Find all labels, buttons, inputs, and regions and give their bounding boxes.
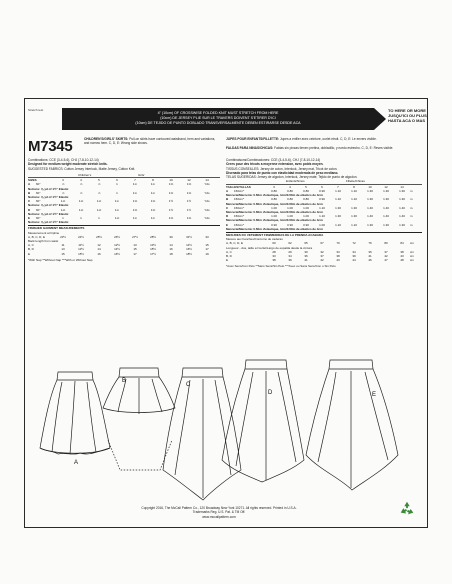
- yardage-cell: 1⅜: [186, 190, 192, 195]
- yardage-cell: Yds: [204, 199, 210, 204]
- yardage-cell: 1⅜: [186, 182, 192, 187]
- length-cell: 16: [97, 251, 101, 256]
- right-combinations: Combinaisons/Combinaciones: CCE (3-4-5-6), CHJ (7-8-10-12-14): [226, 158, 321, 162]
- right-length-cell: 39: [288, 258, 292, 263]
- right-nap-note: *Avec Sens/Con Pelo **Sans Sens/Sin Pelo ***Avec ou Sans Sens/Con o Sin Pelo: [226, 264, 336, 269]
- length-label: E: [28, 251, 31, 256]
- unit: m: [410, 205, 413, 210]
- size-cell: 10: [169, 178, 173, 183]
- right-view-letter: A: [226, 188, 229, 193]
- right-meter-cell: 0.80: [287, 188, 293, 193]
- right-fabrics-es: TELAS SUGERIDAS: Jersey de algodon, Interlock, Jersey mate, Tejido de punto de algodon.: [226, 175, 358, 180]
- length-cell: 17½: [150, 251, 156, 256]
- footer-trademark: Trademarks Reg. U.S. Pat. & TM Off.: [192, 510, 246, 515]
- right-title: JUPES POUR ENFANTS/FILLETTE:: [226, 137, 280, 141]
- right-meter-cell: 1.00: [319, 222, 325, 227]
- right-length-cell: 42: [384, 253, 388, 258]
- yardage-cell: ⅞: [61, 182, 65, 187]
- right-hip-cell: 60: [272, 241, 276, 246]
- right-hip-line: Mesure aux hanches/Contorno de caderas: [226, 237, 283, 242]
- right-sizes-label: TAILLES/TALLAS: [226, 184, 251, 189]
- right-meter-cell: 1.40: [399, 205, 405, 210]
- right-length-label: E: [226, 258, 229, 263]
- right-meter-cell: 0.90: [287, 222, 293, 227]
- right-meter-row: [226, 197, 422, 201]
- yardage-cell: Yds: [204, 190, 210, 195]
- yardage-cell: 1⅛: [78, 207, 84, 212]
- right-length-cell: 37: [320, 253, 324, 258]
- size-cell: 3: [62, 178, 64, 183]
- length-cell: 13½: [78, 247, 84, 252]
- yardage-cell: 1⅛: [60, 207, 66, 212]
- right-meter-cell: 1.30: [367, 222, 373, 227]
- hip-cell: 30: [169, 234, 173, 239]
- right-mercerie-line: Mercerie/Mercería: 0.60m d'elastique, 4cm/0.60m de elástico de 4cm: [226, 218, 323, 223]
- size-cell: 14: [205, 178, 209, 183]
- length-cell: 13½: [150, 243, 156, 248]
- view-letter: A: [28, 182, 31, 187]
- left-suggested: SUGGESTED FABRICS: Cotton Jersey Interlock, Matte Jersey, Cotton Knit.: [28, 166, 136, 171]
- yardage-cell: ⅞: [97, 182, 101, 187]
- yardage-cell: 1¼: [114, 199, 120, 204]
- length-cell: 17: [205, 247, 209, 252]
- view-label-d: D: [268, 390, 273, 396]
- right-meter-cell: 1.10: [335, 188, 341, 193]
- right-group-header: [226, 179, 422, 183]
- length-cell: 11½: [78, 243, 84, 248]
- right-length-row: [226, 258, 422, 262]
- right-length-cell: 34: [288, 253, 292, 258]
- yardage-cell: Yds: [204, 207, 210, 212]
- length-cell: 16½: [186, 247, 192, 252]
- right-fabrics-fr: TISSUS CONSEILLES: Jersey de coton, Interlock, Jersey mat, Tricot de coton.: [226, 166, 338, 171]
- length-cell: 14½: [114, 247, 120, 252]
- right-fabric-width: 150cm*: [234, 197, 245, 202]
- right-meter-cell: 1.00: [303, 214, 309, 219]
- right-length-cell: 33: [272, 253, 276, 258]
- yardage-cell: 1: [62, 215, 64, 220]
- left-column: [28, 158, 220, 262]
- view-label-a: A: [74, 460, 79, 466]
- right-meter-cell: 1.10: [351, 188, 357, 193]
- view-label-b: B: [122, 378, 127, 384]
- right-length-cell: 30: [304, 249, 308, 254]
- right-hip-cell: 65: [304, 241, 308, 246]
- yardage-cell: 1⅜: [168, 215, 174, 220]
- view-letter: E: [28, 215, 31, 220]
- right-meter-cell: 1.00: [287, 214, 293, 219]
- yardage-cell: 1⅜: [168, 190, 174, 195]
- yardage-cell: 1⅜: [132, 207, 138, 212]
- right-length-cell: 28: [272, 249, 276, 254]
- right-meter-cell: 1.40: [399, 214, 405, 219]
- right-meter-cell: 1.30: [335, 214, 341, 219]
- right-length-cell: 29: [288, 249, 292, 254]
- right-title2-desc: Faldas sin pinzas tienen pretina, dobladillo, y ruedo estrecho. C, D, E: Reves visible.: [274, 146, 394, 150]
- to-here-fr: JUSQU'ICI OU PLUS: [388, 113, 427, 119]
- right-length-cell: 41: [304, 258, 308, 263]
- yardage-cell: ⅞: [61, 190, 65, 195]
- right-meter-cell: 1.40: [367, 214, 373, 219]
- right-column: [226, 158, 422, 269]
- right-size-cell: 14: [400, 184, 404, 189]
- right-meter-cell: 1.10: [351, 222, 357, 227]
- yardage-cell: 1⅛: [78, 199, 84, 204]
- length-cell: 15: [205, 243, 209, 248]
- hip-cell: 26½: [114, 234, 120, 239]
- yardage-row: [28, 182, 220, 186]
- yardage-cell: 1¼: [132, 190, 138, 195]
- unit: m: [410, 222, 413, 227]
- fabric-width: 60": [36, 215, 41, 220]
- view-label-c: C: [186, 382, 191, 388]
- length-cell: 14: [97, 247, 101, 252]
- right-length-unit: cm: [410, 249, 414, 254]
- right-meter-cell: 0.90: [319, 188, 325, 193]
- to-here-label: [388, 108, 427, 124]
- fabric-width: 60": [36, 182, 41, 187]
- right-mercerie-line: Mercerie/Mercería: 0.60m d'elastique, 4cm/0.60m de elástico de 4cm: [226, 201, 323, 206]
- right-meter-cell: 1.10: [351, 197, 357, 202]
- length-label: A, C: [28, 243, 34, 248]
- hip-cell: 23½: [60, 234, 66, 239]
- right-meter-cell: 1.10: [335, 222, 341, 227]
- yardage-cell: ⅞: [79, 182, 83, 187]
- size-cell: 7: [134, 178, 136, 183]
- right-size-cell: 3: [273, 184, 275, 189]
- left-nap-note: *With Nap **Without Nap ***With or Without Nap: [28, 257, 93, 262]
- right-meter-cell: 1.30: [383, 188, 389, 193]
- length-cell: 14: [169, 243, 173, 248]
- yardage-cell: 1⅜: [150, 199, 156, 204]
- right-meter-cell: 1.00: [271, 205, 277, 210]
- right-length-cell: 44: [352, 258, 356, 263]
- fabric-width: 60": [36, 190, 41, 195]
- yardage-cell: 1¼: [150, 190, 156, 195]
- yardage-cell: 1⅛: [60, 199, 66, 204]
- right-size-cell: 4: [289, 184, 291, 189]
- right-fabric-width: 150cm*: [234, 188, 245, 193]
- to-here-en: TO HERE OR MORE: [388, 108, 426, 113]
- right-title-block-2: [226, 146, 422, 155]
- pattern-number: M7345: [28, 138, 73, 155]
- right-fabric-width: 150cm*: [234, 222, 245, 227]
- length-cell: 14½: [186, 243, 192, 248]
- right-length-table: [226, 250, 422, 263]
- right-length-cell: 37: [384, 249, 388, 254]
- yardage-cell: 1¼: [114, 207, 120, 212]
- right-size-cell: 7: [337, 184, 339, 189]
- length-cell: 15½: [150, 247, 156, 252]
- yardage-cell: 1⅛: [96, 199, 102, 204]
- length-cell: 18½: [186, 251, 192, 256]
- length-cell: 13: [133, 243, 137, 248]
- yardage-cell: 1¼: [132, 182, 138, 187]
- yardage-cell: 1⅜: [132, 199, 138, 204]
- right-meter-cell: 1.10: [335, 197, 341, 202]
- hip-cell: 33: [205, 234, 209, 239]
- left-measurement-hip: Measurement at hipline: [28, 230, 60, 235]
- yardage-cell: 1¼: [150, 215, 156, 220]
- right-length-cell: 38: [272, 258, 276, 263]
- left-combinations: Combinations: CCE (3-4-5-6), CHJ (7-8-10-12-14): [28, 158, 99, 162]
- right-length-unit: cm: [410, 258, 414, 263]
- right-view-letter: D: [226, 214, 229, 219]
- length-cell: 17: [133, 251, 137, 256]
- right-hip-cell: 76: [368, 241, 372, 246]
- right-meter-cell: 1.30: [399, 222, 405, 227]
- right-view-letter: C: [226, 205, 229, 210]
- view-label-e: E: [372, 392, 377, 398]
- right-length-line: Longueur - dos, taille a l'ourlet/Largo de espalda desde la cintura: [226, 245, 313, 250]
- notions-line: Notions: ⅝ yd of 1½" Elastic: [28, 211, 69, 216]
- right-fabric-width: 150cm*: [234, 214, 245, 219]
- right-length-cell: 48: [400, 258, 404, 263]
- right-meter-cell: 1.30: [399, 197, 405, 202]
- right-meter-cell: 0.80: [271, 188, 277, 193]
- yardage-cell: 1¼: [150, 182, 156, 187]
- right-length-cell: 43: [400, 253, 404, 258]
- right-hip-cell: 72: [352, 241, 356, 246]
- hip-cell: 25½: [96, 234, 102, 239]
- yardage-cell: 1⅛: [96, 207, 102, 212]
- right-meter-cell: 0.80: [303, 197, 309, 202]
- right-size-cell: 5: [305, 184, 307, 189]
- yardage-cell: 1½: [186, 199, 192, 204]
- right-hip-cell: 62: [288, 241, 292, 246]
- right-hip-unit: cm: [410, 241, 414, 246]
- right-length-cell: 36: [304, 253, 308, 258]
- right-hip-cell: 84: [400, 241, 404, 246]
- length-cell: 13: [61, 247, 65, 252]
- right-meter-cell: 1.30: [367, 197, 373, 202]
- length-row: [28, 252, 220, 256]
- right-hip-row: [226, 241, 422, 245]
- right-meter-cell: 1.00: [271, 214, 277, 219]
- right-meter-cell: 1.30: [383, 197, 389, 202]
- right-yardage-table: [226, 189, 422, 231]
- yardage-cell: 1⅜: [150, 207, 156, 212]
- yardage-cell: ⅞: [79, 190, 83, 195]
- yardage-cell: 1⅜: [168, 182, 174, 187]
- size-cell: 12: [187, 178, 191, 183]
- yardage-cell: 1: [80, 215, 82, 220]
- to-here-es: HASTA ACA O MAS: [388, 118, 426, 124]
- left-length-table: [28, 243, 220, 256]
- right-hip-cell: 80: [384, 241, 388, 246]
- right-length-cell: 32: [320, 249, 324, 254]
- size-cell: 4: [80, 178, 82, 183]
- yardage-cell: 1: [98, 215, 100, 220]
- right-meter-cell: 0.90: [271, 222, 277, 227]
- yardage-cell: 1½: [168, 199, 174, 204]
- right-view-letter: B: [226, 197, 229, 202]
- right-meter-cell: 1.10: [319, 205, 325, 210]
- length-cell: 12½: [114, 243, 120, 248]
- right-hip-cell: 70: [336, 241, 340, 246]
- right-meter-cell: 1.40: [383, 214, 389, 219]
- length-cell: 18: [169, 251, 173, 256]
- yardage-cell: ⅞: [97, 190, 101, 195]
- footer: [84, 506, 354, 519]
- arrow-right-icon: [374, 108, 386, 130]
- right-group-children: Enfants/Ninos: [286, 179, 305, 184]
- yardage-cell: 1⅛: [114, 215, 120, 220]
- group-children: Children's: [78, 172, 92, 177]
- hip-cell: 24½: [78, 234, 84, 239]
- right-designed-es: Disenado para telas de punto con elasticidad moderada de peso mediano.: [226, 170, 339, 175]
- notions-line: Notions: ⅝ yd of 1½" Elastic: [28, 220, 69, 225]
- right-size-cell: 10: [368, 184, 372, 189]
- length-cell: 15: [61, 251, 65, 256]
- right-meter-cell: 1.40: [367, 205, 373, 210]
- notions-line: Notions: ⅝ yd of 1½" Elastic: [28, 203, 69, 208]
- yardage-cell: 1⅜: [186, 215, 192, 220]
- left-finished-title: FINISHED GARMENT MEASUREMENTS: [28, 226, 85, 231]
- right-view-letter: E: [226, 222, 229, 227]
- right-size-cell: 8: [353, 184, 355, 189]
- length-cell: 16: [169, 247, 173, 252]
- sizes-label: SIZES: [28, 178, 37, 183]
- right-meter-cell: 1.30: [335, 205, 341, 210]
- left-designed: Designed for medium weight moderate stretch knits.: [28, 162, 108, 167]
- unit: m: [410, 214, 413, 219]
- right-meter-cell: 1.40: [383, 205, 389, 210]
- right-meter-cell: 1.30: [351, 214, 357, 219]
- footer-copyright: Copyright 2016, The McCall Pattern Co., 120 Broadway New York 10271. All rights reserved. Printed in U.S.A.: [141, 506, 297, 510]
- unit: m: [410, 188, 413, 193]
- right-fabric-width: 150cm*: [234, 205, 245, 210]
- right-meter-cell: 1.30: [399, 188, 405, 193]
- left-yardage-table: [28, 182, 220, 224]
- right-finished-title: MESURES DU VETEMENT FINI/MEDIDAS DE LA PRENDA ACABADA: [226, 232, 324, 237]
- yardage-cell: 1: [116, 190, 118, 195]
- right-length-cell: 38: [400, 249, 404, 254]
- left-title-block: [84, 137, 220, 146]
- size-cell: 8: [152, 178, 154, 183]
- banner-line-en: 4" (10cm) OF CROSSWISE FOLDED KNIT MUST STRETCH FROM HERE: [157, 111, 279, 115]
- right-size-cell: 12: [384, 184, 388, 189]
- stretch-gauge-banner: [62, 108, 374, 130]
- hip-cell: 31½: [186, 234, 192, 239]
- right-length-cell: 42: [320, 258, 324, 263]
- fabric-width: 60": [36, 207, 41, 212]
- left-group-header: [28, 173, 220, 177]
- hip-label: A, B, C, D, E: [28, 234, 46, 239]
- left-title-desc: Pull-on skirts have contoured waistband, hem and variations, and narrow hem. C, D, E: Wrong side shows.: [84, 137, 216, 146]
- right-length-cell: 38: [336, 253, 340, 258]
- yardage-cell: Yds: [204, 215, 210, 220]
- hip-cell: 27½: [132, 234, 138, 239]
- right-length-unit: cm: [410, 253, 414, 258]
- right-hip-cell: 67: [320, 241, 324, 246]
- yardage-cell: 1½: [186, 207, 192, 212]
- length-cell: 11: [61, 243, 65, 248]
- right-meter-cell: 1.00: [303, 205, 309, 210]
- right-length-cell: 41: [368, 253, 372, 258]
- length-label: B, D: [28, 247, 34, 252]
- group-girls: Girls': [138, 172, 145, 177]
- left-back-length: Back length from waist: [28, 238, 59, 243]
- stretch-note: Stretch test: [28, 108, 44, 112]
- size-cell: 6: [116, 178, 118, 183]
- yardage-cell: 1¼: [132, 215, 138, 220]
- notions-line: Notions: ⅝ yd of 1½" Elastic: [28, 186, 69, 191]
- right-meter-cell: 1.00: [287, 205, 293, 210]
- right-title-2: FALDAS PARA NINAS/CHICAS:: [226, 146, 274, 150]
- right-length-cell: 33: [336, 249, 340, 254]
- right-title-desc: Jupes a enfiler avec ceinture, ourlet etroit. C, D, E: Le envers visible.: [280, 137, 377, 141]
- yardage-cell: 1: [116, 182, 118, 187]
- length-cell: 15: [133, 247, 137, 252]
- right-length-label: A, C: [226, 249, 232, 254]
- length-cell: 19: [205, 251, 209, 256]
- right-mercerie-line: Mercerie/Mercería: 0.60m d'elastique, 4cm/0.60m de elástico de 4cm: [226, 193, 323, 198]
- right-length-cell: 47: [384, 258, 388, 263]
- right-length-cell: 43: [336, 258, 340, 263]
- view-letter: C: [28, 199, 31, 204]
- fabric-width: 60": [36, 199, 41, 204]
- right-meter-cell: 0.80: [287, 197, 293, 202]
- notions-line: Notions: ⅝ yd of 1½" Elastic: [28, 194, 69, 199]
- right-length-label: B, D: [226, 253, 232, 258]
- right-length-cell: 39: [352, 253, 356, 258]
- right-meter-cell: 1.30: [383, 222, 389, 227]
- footer-website: www.mccallpattern.com: [202, 514, 236, 519]
- length-cell: 15½: [78, 251, 84, 256]
- right-meter-cell: 0.80: [303, 188, 309, 193]
- unit: m: [410, 197, 413, 202]
- right-meter-cell: 0.90: [303, 222, 309, 227]
- right-meter-cell: 0.80: [271, 197, 277, 202]
- banner-line-fr: (10cm) DE JERSEY PLIE SUR LE TRAVERS DOIVENT S'ETIRER D'ICI: [160, 116, 276, 120]
- right-size-cell: 6: [321, 184, 323, 189]
- right-length-cell: 34: [352, 249, 356, 254]
- yardage-cell: 1½: [168, 207, 174, 212]
- left-title: CHILDREN'S/GIRLS' SKIRTS:: [84, 137, 129, 141]
- length-cell: 16½: [114, 251, 120, 256]
- right-meter-cell: 1.10: [319, 214, 325, 219]
- right-title-block: [226, 137, 422, 146]
- yardage-cell: Yds: [204, 182, 210, 187]
- recycle-icon: [398, 500, 416, 518]
- banner-line-es: (10cm) DE TEJIDO DE PUNTO DOBLADO TRANSVERSALMENTE DEBEN ESTIRARSE DESDE ACA: [135, 121, 301, 125]
- right-length-cell: 36: [368, 249, 372, 254]
- view-letter: B: [28, 190, 31, 195]
- right-mercerie-line: Mercerie/Mercería: 0.60m d'elastique, 4cm/0.60m de elástico de 4cm: [226, 226, 323, 231]
- right-hip-label: A, B, C, D, E: [226, 241, 244, 246]
- view-letter: D: [28, 207, 31, 212]
- right-meter-cell: 0.90: [319, 197, 325, 202]
- right-length-cell: 46: [368, 258, 372, 263]
- right-designed-fr: Crees pour des tricots a moyenne extension, avec poids moyen.: [226, 162, 324, 167]
- right-meter-cell: 1.30: [367, 188, 373, 193]
- size-cell: 5: [98, 178, 100, 183]
- right-mercerie-line: Mercerie/Mercería: 0.60m d'elastique, 4cm/0.60m de elástico de 4cm: [226, 209, 323, 214]
- right-group-girls: Fillette/Chicas: [346, 179, 365, 184]
- right-meter-cell: 1.30: [351, 205, 357, 210]
- hip-cell: 28½: [150, 234, 156, 239]
- length-cell: 12: [97, 243, 101, 248]
